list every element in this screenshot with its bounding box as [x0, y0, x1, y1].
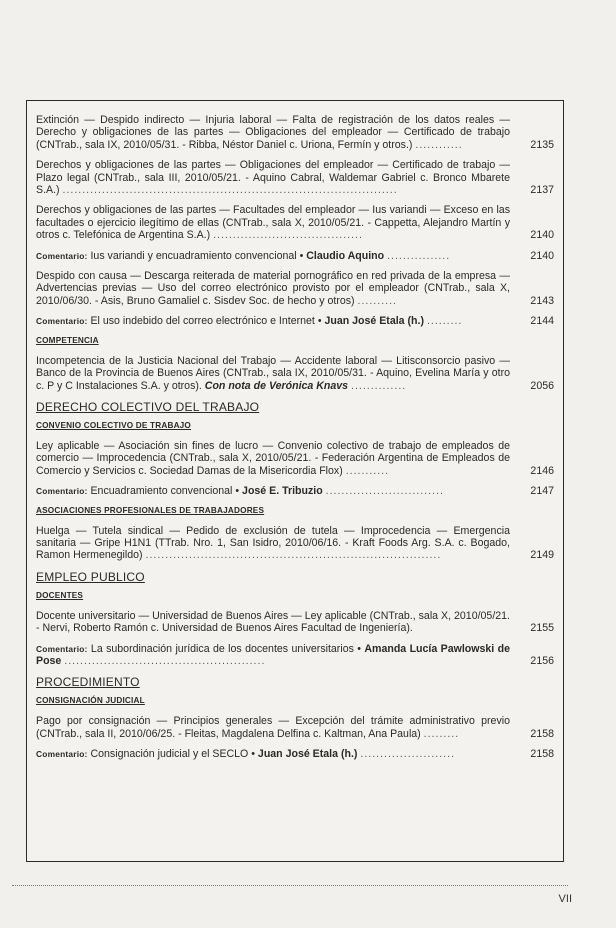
comment-entry	[36, 485, 554, 497]
footer-rule	[12, 885, 568, 886]
comment-author: Juan José Etala (h.)	[324, 315, 424, 328]
comment-label: Comentario:	[36, 250, 88, 261]
index-entry	[36, 204, 554, 241]
comment-entry	[36, 250, 554, 262]
comment-title: Encuadramiento convencional	[90, 485, 233, 498]
leader-dots: .....................................................................................	[62, 184, 398, 197]
leader-dots: ...........	[345, 464, 390, 477]
comment-label: Comentario:	[36, 486, 88, 497]
index-entry	[36, 270, 554, 307]
entry-text: Derechos y obligaciones de las partes — Facultades del empleador — Ius variandi — Exceso en las facultades o ejercicio ilegítimo de ellas (CNTrab., sala X, 2010/05/21. - Cappetta, Alejandro Martín y otros c. Telefónica de Argentina S.A.)	[36, 204, 510, 242]
subheading-competencia: COMPETENCIA	[36, 335, 99, 345]
page-number: 2140	[530, 229, 554, 242]
index-content	[36, 114, 554, 769]
leader-dots: ..............	[351, 379, 407, 392]
page-number: 2135	[530, 138, 554, 151]
subheading-asociaciones: ASOCIACIONES PROFESIONALES DE TRABAJADORES	[36, 505, 265, 515]
comment-author: Claudio Aquino	[306, 249, 385, 262]
subheading-docentes: DOCENTES	[36, 590, 84, 600]
comment-title: Ius variandi y encuadramiento convencional	[90, 249, 297, 262]
section-empleo-publico: EMPLEO PUBLICO	[36, 569, 145, 584]
bullet: •	[251, 748, 255, 761]
section-procedimiento: PROCEDIMIENTO	[36, 675, 140, 690]
comment-author: Juan José Etala (h.)	[257, 748, 358, 761]
leader-dots: ..............................	[325, 485, 444, 498]
page-number: 2156	[530, 654, 554, 667]
comment-title: La subordinación jurídica de los docentes universitarios	[90, 642, 354, 655]
entry-text: Ley aplicable — Asociación sin fines de lucro — Convenio colectivo de trabajo de empleados de comercio — Improcedencia (CNTrab., sala X, 2010/05/21. - Federación Argentina de Empleados de Comercio y Servicios c. Sociedad Damas de la Misericordia Flox)	[36, 439, 510, 477]
comment-author: Amanda Lucía Pawlowski de Pose	[36, 642, 510, 667]
index-entry	[36, 114, 554, 151]
page-number: 2056	[530, 379, 554, 392]
entry-text: Despido con causa — Descarga reiterada de material pornográfico en red privada de la empresa — Advertencias previas — Uso del correo electrónico provisto por el empleador (CNTrab., sala X, 2010/06/30. - Asis, Bruno Gamaliel c. Sisdev Soc. de hecho y otros)	[36, 270, 510, 307]
leader-dots: ...................................................	[64, 654, 266, 667]
comment-label: Comentario:	[36, 316, 88, 327]
subheading-convenio: CONVENIO COLECTIVO DE TRABAJO	[36, 420, 192, 430]
page-number: 2146	[530, 464, 554, 477]
bullet: •	[317, 315, 322, 328]
page-number: 2140	[530, 249, 554, 262]
index-entry	[36, 610, 554, 635]
page-number: 2149	[530, 549, 554, 562]
leader-dots: .........	[426, 315, 463, 328]
comment-title: Consignación judicial y el SECLO	[90, 748, 249, 761]
page-number: 2147	[530, 485, 554, 498]
leader-dots: ..........	[357, 294, 397, 307]
comment-entry	[36, 315, 554, 327]
page-number: 2143	[530, 294, 554, 307]
index-entry	[36, 715, 554, 740]
bullet: •	[299, 249, 304, 262]
page-number: 2158	[530, 748, 554, 761]
leader-dots: ................	[387, 249, 451, 262]
index-entry	[36, 525, 554, 562]
subheading-consignacion: CONSIGNACIÓN JUDICIAL	[36, 696, 145, 706]
page-number: 2155	[530, 622, 554, 635]
entry-text: Huelga — Tutela sindical — Pedido de exclusión de tutela — Improcedencia — Emergencia sanitaria — Gripe H1N1 (TTrab. Nro. 1, San Isidro, 2010/06/16. - Kraft Foods Arg. S.A. c. Bogado, Ramon Hermenegildo)	[36, 524, 510, 562]
entry-text: Extinción — Despido indirecto — Injuria laboral — Falta de registración de los datos reales — Derecho y obligaciones de las partes — Obligaciones del empleador — Certificado de trabajo (CNTrab., sala IX, 2010/05/31. - Ribba, Néstor Daniel c. Uriona, Fermín y otros.)	[36, 114, 510, 151]
entry-note: Con nota de Verónica Knavs	[204, 379, 349, 392]
page-number: 2137	[530, 184, 554, 197]
comment-label: Comentario:	[36, 643, 88, 654]
comment-title: El uso indebido del correo electrónico e Internet	[90, 315, 315, 328]
entry-text: Pago por consignación — Principios generales — Excepción del trámite administrativo previo (CNTrab., sala II, 2010/06/25. - Fleitas, Magdalena Delfina c. Kaltman, Ana Paula)	[36, 715, 510, 740]
comment-entry	[36, 748, 554, 760]
entry-text: Docente universitario — Universidad de Buenos Aires — Ley aplicable (CNTrab., sala X, 2010/05/21. - Nervi, Roberto Ramón c. Universidad de Buenos Aires Facultad de Ingeniería).	[36, 609, 510, 635]
leader-dots: ........................	[360, 748, 456, 761]
page-number: 2158	[530, 727, 554, 740]
page-folio: VII	[558, 893, 572, 905]
comment-entry	[36, 643, 554, 668]
page-number: 2144	[530, 315, 554, 328]
leader-dots: ............	[415, 138, 463, 151]
leader-dots: ...........................................................................	[145, 549, 442, 562]
bullet: •	[357, 642, 361, 655]
bullet: •	[235, 485, 240, 498]
leader-dots: ......................................	[213, 229, 363, 242]
section-derecho-colectivo: DERECHO COLECTIVO DEL TRABAJO	[36, 399, 260, 414]
index-entry	[36, 440, 554, 477]
leader-dots: .........	[423, 727, 460, 740]
comment-author: José E. Tribuzio	[242, 485, 323, 498]
comment-label: Comentario:	[36, 749, 88, 760]
entry-text: Incompetencia de la Justicia Nacional del Trabajo — Accidente laboral — Litisconsorcio pasivo — Banco de la Provincia de Buenos Aires (CNTrab., sala IX, 2010/05/31. - Aquino, Evelina María y otro c. P y C Instalaciones S.A. y otros).	[36, 354, 510, 392]
index-entry	[36, 355, 554, 392]
index-entry	[36, 159, 554, 196]
entry-text: Derechos y obligaciones de las partes — Obligaciones del empleador — Certificado de trabajo — Plazo legal (CNTrab., sala III, 2010/05/21. - Aquino Cabral, Waldemar Gabriel c. Bronco Mbarete S.A.)	[36, 159, 510, 197]
